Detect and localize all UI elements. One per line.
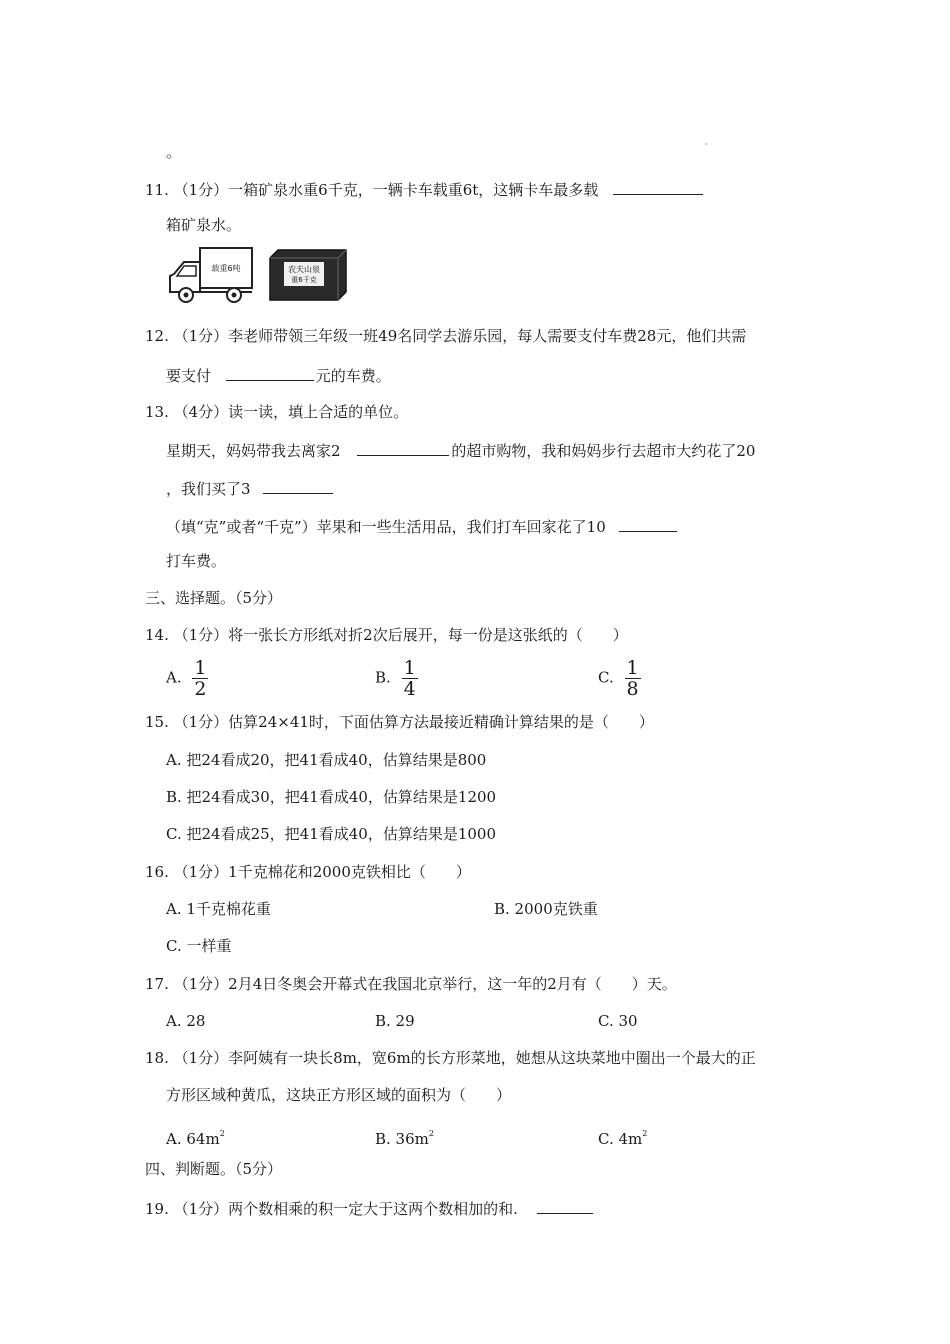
truck-image <box>166 246 256 304</box>
svg-text:农夫山泉: 农夫山泉 <box>288 265 320 274</box>
q16-option-a[interactable]: A. 1千克棉花重 <box>166 900 271 918</box>
q13-line-4: 打车费。 <box>166 552 227 570</box>
q15-text: 15. （1分）估算24×41时，下面估算方法最接近精确计算结果的是（ ） <box>145 713 654 731</box>
q13-line-3: （填“克”或者“千克”）苹果和一些生活用品，我们打车回家花了10 <box>166 515 679 537</box>
scan-speck <box>705 143 707 145</box>
q16-option-b[interactable]: B. 2000克铁重 <box>494 900 598 918</box>
q15-option-c[interactable]: C. 把24看成25，把41看成40，估算结果是1000 <box>166 825 497 843</box>
q13-blank-3[interactable] <box>619 515 677 532</box>
q11-continuation: 箱矿泉水。 <box>166 216 242 234</box>
q14-option-a[interactable]: A. $\frac{1}{2}$ <box>166 657 207 700</box>
q15-option-a[interactable]: A. 把24看成20，把41看成40，估算结果是800 <box>166 751 487 769</box>
q12-answer-blank[interactable] <box>226 364 314 381</box>
fraction-one-quarter: $\frac{1}{4}$ <box>403 657 416 700</box>
svg-text:载重6吨: 载重6吨 <box>211 264 241 273</box>
q16-option-c[interactable]: C. 一样重 <box>166 937 232 955</box>
q14-option-c[interactable]: C. $\frac{1}{8}$ <box>598 657 639 700</box>
q17-option-c[interactable]: C. 30 <box>598 1012 638 1030</box>
fraction-one-half: $\frac{1}{2}$ <box>194 657 207 700</box>
q15-option-b[interactable]: B. 把24看成30，把41看成40，估算结果是1200 <box>166 788 497 806</box>
q18-continuation: 方形区域种黄瓜，这块正方形区域的面积为（ ） <box>166 1086 512 1104</box>
q12-continuation: 要支付 元的车费。 <box>166 364 391 386</box>
q13-blank-1[interactable] <box>357 439 449 456</box>
svg-text:重6千克: 重6千克 <box>291 276 317 284</box>
q18-option-b[interactable]: B. $36m^2$ <box>375 1129 434 1148</box>
q11-answer-blank[interactable] <box>613 178 703 195</box>
section-3-heading: 三、选择题。（5分） <box>145 589 283 607</box>
q14-text: 14. （1分）将一张长方形纸对折2次后展开，每一份是这张纸的（ ） <box>145 626 628 644</box>
q13-text: 13. （4分）读一读，填上合适的单位。 <box>145 403 409 421</box>
top-mark: 。 <box>166 143 182 161</box>
q17-option-b[interactable]: B. 29 <box>375 1012 415 1030</box>
q13-line-2: ，我们买了3 <box>166 477 335 499</box>
q11-text: 11. （1分）一箱矿泉水重6千克，一辆卡车载重6t，这辆卡车最多载 <box>145 178 705 200</box>
q19-answer-blank[interactable] <box>537 1197 593 1214</box>
q13-line-1: 星期天，妈妈带我去离家2 的超市购物，我和妈妈步行去超市大约花了20 <box>166 439 755 461</box>
section-4-heading: 四、判断题。（5分） <box>145 1160 283 1178</box>
fraction-one-eighth: $\frac{1}{8}$ <box>626 657 639 700</box>
q14-option-b[interactable]: B. $\frac{1}{4}$ <box>375 657 416 700</box>
q19-text: 19. （1分）两个数相乘的积一定大于这两个数相加的和. <box>145 1197 595 1219</box>
q13-blank-2[interactable] <box>263 477 333 494</box>
q18-text: 18. （1分）李阿姨有一块长8m，宽6m的长方形菜地，她想从这块菜地中圈出一个最大的正 <box>145 1049 756 1067</box>
q18-option-c[interactable]: C. $4m^2$ <box>598 1129 648 1148</box>
water-box-image <box>266 248 350 302</box>
q18-option-a[interactable]: A. $64m^2$ <box>166 1129 225 1148</box>
q12-text: 12. （1分）李老师带领三年级一班49名同学去游乐园，每人需要支付车费28元，他们共需 <box>145 327 747 345</box>
q17-text: 17. （1分）2月4日冬奥会开幕式在我国北京举行，这一年的2月有（ ）天。 <box>145 975 677 993</box>
q17-option-a[interactable]: A. 28 <box>166 1012 206 1030</box>
q16-text: 16. （1分）1千克棉花和2000克铁相比（ ） <box>145 863 471 881</box>
